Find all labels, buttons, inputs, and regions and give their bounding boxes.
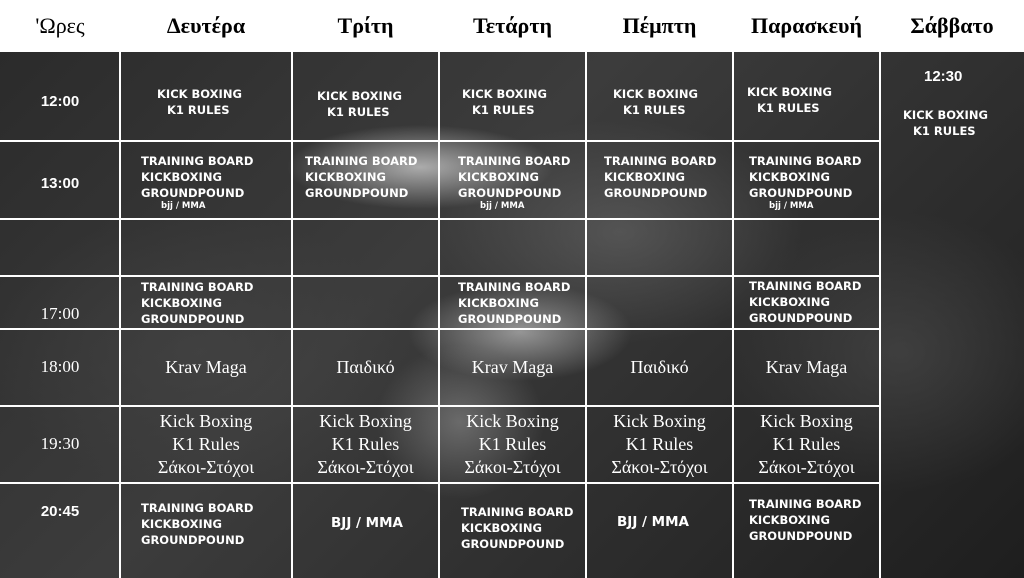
class-line: Kick Boxing (613, 411, 706, 431)
class-line: GROUNDPOUND (141, 533, 245, 547)
hours-header: 'Ωρες (35, 13, 85, 38)
class-line: Kick Boxing (319, 411, 412, 431)
class-line: K1 RULES (472, 103, 535, 117)
class-line: TRAINING BOARD (141, 280, 254, 294)
class-line: TRAINING BOARD (141, 501, 254, 515)
class-line: Σάκοι-Στόχοι (758, 457, 855, 477)
day-header-tuesday: Τρίτη (337, 13, 394, 38)
class-line: Kick Boxing (159, 411, 253, 431)
day-header-wednesday: Τετάρτη (473, 13, 552, 38)
class-kickboxing-bags (120, 410, 292, 479)
time-label: 19:30 (40, 434, 80, 453)
class-line: bjj / MMA (480, 201, 525, 211)
class-line: KICKBOXING (141, 517, 222, 531)
class-line: KICK BOXING (747, 85, 832, 99)
grid-line (0, 328, 881, 330)
grid-line (879, 52, 881, 578)
class-line: TRAINING BOARD (749, 154, 862, 168)
class-line: GROUNDPOUND (749, 529, 853, 543)
class-line: K1 RULES (327, 105, 390, 119)
class-line: TRAINING BOARD (458, 154, 571, 168)
class-line: K1 Rules (625, 434, 694, 454)
saturday-class (903, 107, 988, 139)
day-header-friday: Παρασκευή (751, 13, 862, 38)
class-line: K1 Rules (772, 434, 841, 454)
class-line: GROUNDPOUND (604, 186, 708, 200)
class-line: TRAINING BOARD (141, 154, 254, 168)
class-training-board (604, 153, 716, 201)
class-line: KICKBOXING (458, 170, 539, 184)
class-line: KICKBOXING (749, 170, 830, 184)
class-line: KICK BOXING (903, 108, 988, 122)
class-kickboxing-k1 (613, 86, 698, 118)
schedule-header (0, 0, 1024, 52)
class-line: GROUNDPOUND (749, 311, 853, 325)
class-line: GROUNDPOUND (141, 312, 245, 326)
class-training-board (461, 504, 573, 552)
day-header-saturday: Σάββατο (910, 13, 994, 38)
class-training-board (458, 279, 570, 327)
class-training-board (749, 278, 861, 326)
class-line: KICKBOXING (604, 170, 685, 184)
class-training-board (749, 153, 861, 212)
class-line: K1 Rules (172, 434, 240, 454)
time-label: 12:00 (40, 92, 80, 110)
day-header-monday: Δευτέρα (166, 13, 246, 38)
class-line: K1 RULES (757, 101, 820, 115)
class-line: Σάκοι-Στόχοι (317, 457, 414, 477)
class-line: TRAINING BOARD (749, 279, 862, 293)
class-line: TRAINING BOARD (749, 497, 862, 511)
class-kickboxing-k1 (157, 86, 242, 118)
grid-line (291, 52, 293, 578)
class-line: KICK BOXING (317, 89, 402, 103)
class-line: Kick Boxing (466, 411, 559, 431)
time-label: 20:45 (40, 502, 80, 520)
schedule-table (0, 52, 1024, 578)
class-kids: Παιδικό (630, 357, 689, 377)
class-line: KICK BOXING (613, 87, 698, 101)
class-line: K1 RULES (913, 124, 976, 138)
class-kickboxing-k1 (317, 88, 402, 120)
grid-line (438, 52, 440, 578)
class-line: Σάκοι-Στόχοι (611, 457, 708, 477)
grid-line (732, 52, 734, 578)
class-line: GROUNDPOUND (305, 186, 409, 200)
class-training-board (141, 279, 253, 327)
class-line: GROUNDPOUND (461, 537, 565, 551)
saturday-time: 12:30 (924, 68, 963, 85)
time-label: 17:00 (40, 304, 80, 323)
grid-line (0, 275, 881, 277)
class-line: TRAINING BOARD (458, 280, 571, 294)
class-line: GROUNDPOUND (458, 186, 562, 200)
class-line: K1 RULES (167, 103, 230, 117)
class-kickboxing-k1 (462, 86, 547, 118)
class-line: TRAINING BOARD (305, 154, 418, 168)
class-line: GROUNDPOUND (458, 312, 562, 326)
class-training-board (749, 496, 861, 544)
class-line: KICKBOXING (458, 296, 539, 310)
grid-line (0, 482, 881, 484)
grid-line (0, 405, 881, 407)
class-kids: Παιδικό (336, 357, 395, 377)
class-kickboxing-k1 (747, 84, 832, 116)
class-line: bjj / MMA (769, 201, 814, 211)
class-kickboxing-bags (733, 410, 880, 479)
class-kickboxing-bags (292, 410, 439, 479)
class-bjj-mma: BJJ / MMA (331, 515, 403, 531)
time-label: 18:00 (40, 357, 80, 376)
class-line: KICKBOXING (749, 513, 830, 527)
grid-line (0, 140, 881, 142)
class-training-board (458, 153, 570, 212)
class-line: TRAINING BOARD (461, 505, 574, 519)
class-krav-maga: Krav Maga (765, 357, 848, 377)
class-line: KICKBOXING (461, 521, 542, 535)
class-line: KICK BOXING (157, 87, 242, 101)
day-header-thursday: Πέμπτη (622, 13, 697, 38)
class-kickboxing-bags (439, 410, 586, 479)
class-kickboxing-bags (586, 410, 733, 479)
class-line: bjj / MMA (161, 201, 206, 211)
class-line: TRAINING BOARD (604, 154, 717, 168)
grid-line (0, 218, 881, 220)
class-line: K1 RULES (623, 103, 686, 117)
class-line: Σάκοι-Στόχοι (464, 457, 561, 477)
class-line: KICKBOXING (749, 295, 830, 309)
grid-line (585, 52, 587, 578)
class-line: GROUNDPOUND (141, 186, 245, 200)
class-training-board (141, 153, 253, 212)
class-krav-maga: Krav Maga (165, 357, 247, 377)
class-line: Σάκοι-Στόχοι (157, 457, 255, 477)
class-line: K1 Rules (331, 434, 400, 454)
class-line: Kick Boxing (760, 411, 853, 431)
class-line: KICK BOXING (462, 87, 547, 101)
class-line: K1 Rules (478, 434, 547, 454)
class-training-board (141, 500, 253, 548)
class-training-board (305, 153, 417, 201)
class-line: KICKBOXING (141, 296, 222, 310)
class-line: KICKBOXING (305, 170, 386, 184)
class-line: GROUNDPOUND (749, 186, 853, 200)
class-line: KICKBOXING (141, 170, 222, 184)
class-krav-maga: Krav Maga (471, 357, 554, 377)
class-bjj-mma: BJJ / MMA (617, 514, 689, 530)
time-label: 13:00 (40, 174, 80, 192)
